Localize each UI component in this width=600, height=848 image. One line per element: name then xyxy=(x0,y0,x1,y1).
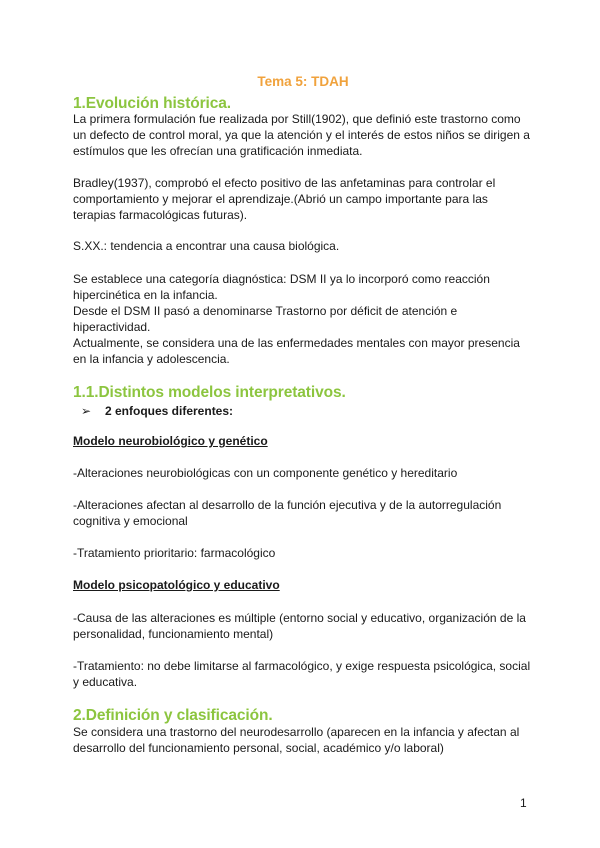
section-heading-evolucion: 1.Evolución histórica. xyxy=(73,95,232,112)
list-item: -Tratamiento: no debe limitarse al farmacológico, y exige respuesta psicológica, social y educativa. xyxy=(73,659,531,689)
bullet-text: 2 enfoques diferentes: xyxy=(105,404,234,418)
paragraph: La primera formulación fue realizada por Still(1902), que definió este trastorno como un defecto de control moral, ya que la atención y el interés de estos niños se dirigen a estímulos que les ofrecían una gratificación inmediata. xyxy=(73,112,530,158)
model-title-neurobiologico: Modelo neurobiológico y genético xyxy=(73,434,268,448)
section-heading-definicion: 2.Definición y clasificación. xyxy=(73,707,273,724)
section-heading-modelos: 1.1.Distintos modelos interpretativos. xyxy=(73,384,346,401)
list-item: -Alteraciones afectan al desarrollo de la función ejecutiva y de la autorregulación cognitiva y emocional xyxy=(73,498,502,528)
arrow-bullet-icon: ➢ xyxy=(81,404,92,418)
paragraph: Se establece una categoría diagnóstica: DSM II ya lo incorporó como reacción hipercinética en la infancia. xyxy=(73,272,490,302)
list-item: -Tratamiento prioritario: farmacológico xyxy=(73,546,276,560)
paragraph: Bradley(1937), comprobó el efecto positivo de las anfetaminas para controlar el comportamiento y mejorar el aprendizaje.(Abrió un campo importante para las terapias farmacológicas futuras). xyxy=(73,176,496,222)
paragraph: S.XX.: tendencia a encontrar una causa biológica. xyxy=(73,239,340,253)
bullet-item xyxy=(81,404,233,418)
paragraph: Desde el DSM II pasó a denominarse Trastorno por déficit de atención e hiperactividad. xyxy=(73,304,458,334)
paragraph: Actualmente, se considera una de las enfermedades mentales con mayor presencia en la infancia y adolescencia. xyxy=(73,336,520,366)
page-number: 1 xyxy=(520,796,527,810)
list-item: -Alteraciones neurobiológicas con un componente genético y hereditario xyxy=(73,466,458,480)
model-title-psicopatologico: Modelo psicopatológico y educativo xyxy=(73,578,280,592)
paragraph: Se considera una trastorno del neurodesarrollo (aparecen en la infancia y afectan al desarrollo del funcionamiento personal, social, académico y/o laboral) xyxy=(73,725,520,755)
document-title: Tema 5: TDAH xyxy=(257,74,349,89)
list-item: -Causa de las alteraciones es múltiple (entorno social y educativo, organización de la personalidad, funcionamiento mental) xyxy=(73,611,526,641)
